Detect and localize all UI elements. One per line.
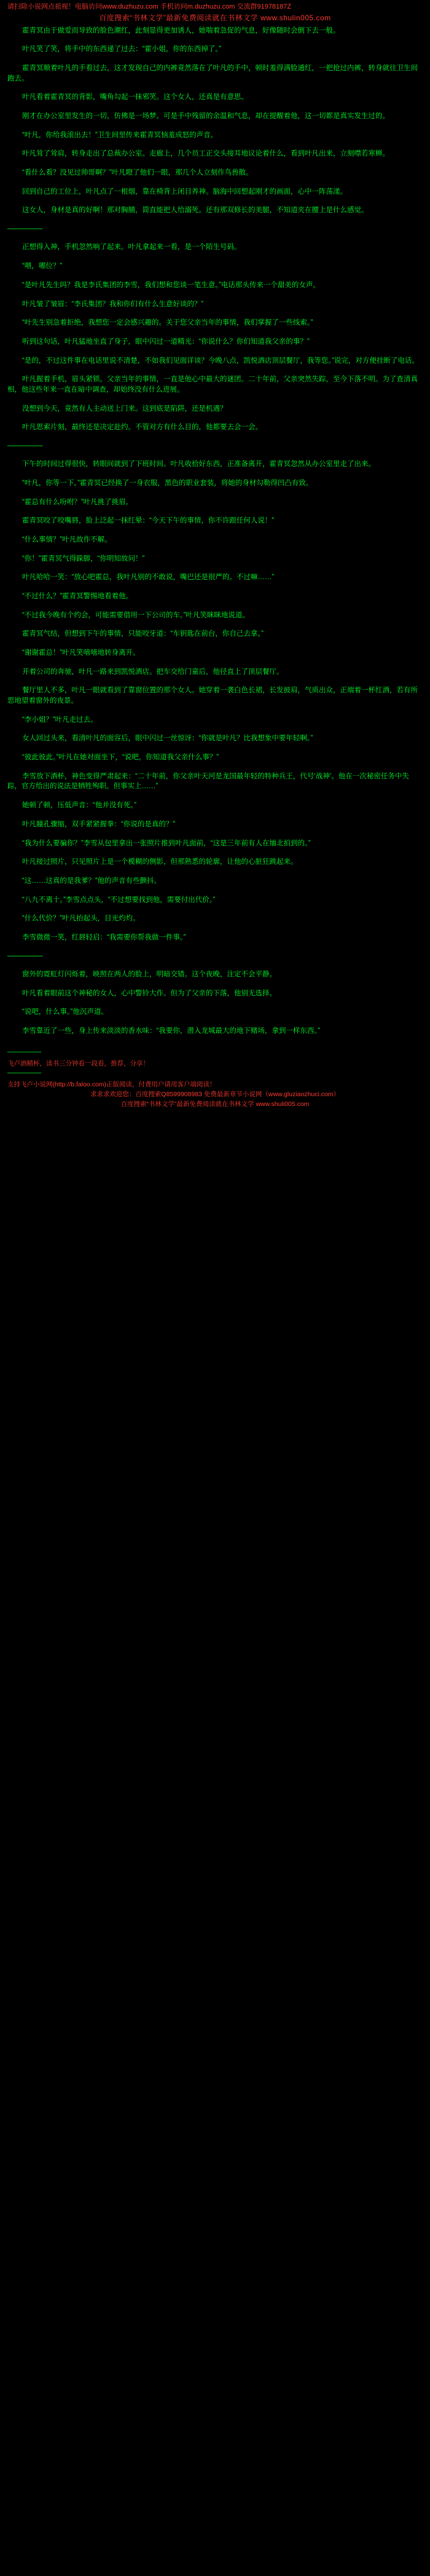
paragraph: 叶凡接过照片，只见照片上是一个模糊的侧影，但那熟悉的轮廓，让他的心脏狂跳起来。: [22, 858, 298, 866]
paragraph: “不过我今晚有个约会，可能需要借用一下公司的车。”叶凡笑眯眯地说道。: [22, 611, 249, 619]
paragraph: 霍青冥顺着叶凡的手看过去，这才发现自己的内裤竟然落在了叶凡的手中，顿时羞得满脸通红，一把抢过内裤，转身就往卫生间跑去。: [7, 64, 418, 82]
footer-separator-bottom: —————: [7, 1069, 41, 1077]
paragraph: “八九不离十。”李雪点点头，“不过想要找到他，需要付出代价。”: [22, 896, 216, 904]
paragraph: “这……这真的是我爹？”他的声音有些颤抖。: [22, 877, 162, 885]
paragraph: “说吧，什么事。”他沉声道。: [22, 1008, 108, 1016]
paragraph: “叶凡，你等一下。”霍青冥已经换了一身衣服，黑色的职业套装，将她的身材勾勒得凹凸有致。: [22, 480, 313, 488]
paragraph: “什么事情？”叶凡故作不解。: [22, 536, 112, 544]
site-header: 百度搜索“书林文学”最新免费阅读就在书林文学 www.shulin005.com: [99, 14, 331, 23]
paragraph: 叶凡看着霍青冥的背影，嘴角勾起一抹邪笑。这个女人，还真是有意思。: [22, 93, 248, 101]
paragraph: 下午的时间过得很快，转眼间就到了下班时间。叶凡收拾好东西，正准备离开，霍青冥忽然从办公室里走了出来。: [22, 460, 375, 468]
footer-separator-top: —————: [7, 1048, 41, 1056]
paragraph: 叶凡笑了笑，将手中的东西递了过去：“霍小姐，你的东西掉了。”: [22, 45, 221, 53]
paragraph: “是叶凡先生吗？我是李氏集团的李雪，我们想和您谈一笔生意。”电话那头传来一个甜美的女声。: [22, 281, 320, 289]
paragraph: 开着公司的奔驰，叶凡一路来到凯悦酒店。把车交给门童后，他径直上了顶层餐厅。: [22, 668, 284, 676]
paragraph: “是的，不过这件事在电话里说不清楚，不如我们见面详谈？今晚八点，凯悦酒店顶层餐厅，我等您。”说完，对方便挂断了电话。: [22, 357, 419, 365]
page-footer: [7, 1048, 423, 1110]
paragraph: “彼此彼此。”叶凡在她对面坐下，“说吧，你知道我父亲什么事？”: [22, 754, 219, 762]
paragraph: 叶凡握着手机，眉头紧锁。父亲当年的事情，一直是他心中最大的谜团。二十年前，父亲突然失踪，至今下落不明。为了查清真相，他这些年来一直在暗中调查，却始终没有什么进展。: [7, 376, 418, 393]
paragraph: 没想到今天，竟然有人主动送上门来。这到底是陷阱，还是机遇？: [22, 405, 227, 413]
footer-promo: 飞卢酒精杯，读书三分钟看一段看，推荐，分享！: [7, 1059, 149, 1067]
faloo-support-line[interactable]: 支持飞卢小说网(http://b.faloo.com)正版阅读，付费用户请用客户端阅读！: [7, 1081, 216, 1089]
paragraph: 她顿了顿，压低声音：“他并没有死。”: [22, 802, 136, 810]
paragraph: “什么代价？”叶凡抬起头，目光灼灼。: [22, 915, 140, 923]
paragraph: “叶凡，你给我滚出去！”卫生间里传来霍青冥恼羞成怒的声音。: [22, 131, 218, 139]
paragraph: 叶凡皱了皱眉：“李氏集团？我和你们有什么生意好谈的？”: [22, 300, 204, 308]
paragraph: 霍青冥气结，但想到下午的事情，只能咬牙道：“车钥匙在前台，你自己去拿。”: [22, 630, 264, 638]
paragraph: “叶先生别急着拒绝，我想您一定会感兴趣的。关于您父亲当年的事情，我们掌握了一些线索。”: [22, 319, 313, 327]
paragraph: 叶凡耸了耸肩，转身走出了总裁办公室。走廊上，几个员工正交头接耳地议论着什么，看到叶凡出来，立刻噤若寒蝉。: [22, 150, 389, 158]
paragraph: 霍青冥咬了咬嘴唇，脸上泛起一抹红晕：“今天下午的事情，你不许跟任何人说！”: [22, 517, 275, 525]
paragraph: 叶凡哈哈一笑：“放心吧霍总，我叶凡别的不敢说，嘴巴还是很严的。不过嘛……”: [22, 574, 275, 582]
paragraph: 叶凡看着眼前这个神秘的女人，心中警铃大作。但为了父亲的下落，他别无选择。: [22, 989, 276, 997]
paragraph: 听到这句话，叶凡猛地坐直了身子，眼中闪过一道精光：“你说什么？你们知道我父亲的事？”: [22, 338, 310, 346]
site-notice: 请扫除小说网点祖视！电脑访问www.duzhuzu.com 手机访问m.duzhuzu.com 交流群91978187Z: [7, 3, 292, 10]
paragraph: “谢谢霍总！”叶凡笑嘻嘻地转身离开。: [22, 649, 140, 657]
paragraph-separator: —————: [7, 224, 43, 232]
paragraph: “看什么看？没见过帅哥啊？”叶凡瞪了他们一眼，那几个人立刻作鸟兽散。: [22, 168, 253, 176]
paragraph-separator: —————: [7, 952, 43, 960]
paragraph: 女人回过头来，看清叶凡的面容后，眼中闪过一丝惊讶：“你就是叶凡？比我想象中要年轻啊。”: [22, 735, 313, 743]
paragraph: “我为什么要骗你？”李雪从包里拿出一张照片推到叶凡面前，“这是三年前有人在缅北拍到的。”: [22, 839, 311, 847]
paragraph: 李雪微微一笑，红唇轻启：“我需要你帮我做一件事。”: [22, 933, 186, 941]
footer-site-line: 百度搜索“书林文学”最新免费阅读就在书林文学 www.shuli005.com: [120, 1100, 310, 1108]
paragraph-separator: —————: [7, 441, 43, 449]
paragraph: 这女人，身材是真的好啊！那对胸脯，简直能把人给溺死。还有那双修长的美腿，不知道夹在腰上是什么感觉。: [22, 207, 369, 215]
paragraph: 刚才在办公室里发生的一切，仿佛是一场梦。可是手中残留的余温和气息，却在提醒着他，这一切都是真实发生过的。: [22, 112, 389, 120]
paragraph: 正想得入神，手机忽然响了起来。叶凡拿起来一看，是一个陌生号码。: [22, 243, 241, 251]
paragraph: 餐厅里人不多，叶凡一眼就看到了靠窗位置的那个女人。她穿着一袭白色长裙，长发披肩，气质出众，正端着一杯红酒，若有所思地望着窗外的夜景。: [7, 687, 418, 705]
paragraph: 李雪靠近了一些，身上传来淡淡的香水味：“我要你，潜入龙城最大的地下赌场，拿到一样东西。”: [22, 1027, 320, 1035]
chapter-body: [7, 26, 423, 1037]
paragraph: 霍青冥由于做爱而导致的脸色潮红，此刻显得更加诱人，她喘着急促的气息，好像随时会倒下去一般。: [22, 26, 340, 34]
paragraph: 回到自己的工位上，叶凡点了一根烟，靠在椅背上闭目养神。脑海中回想起刚才的画面，心中一阵荡漾。: [22, 188, 347, 196]
paragraph: 叶凡思索片刻，最终还是决定赴约。不管对方有什么目的，他都要去会一会。: [22, 424, 262, 432]
paragraph: “不过什么？”霍青冥警惕地看着他。: [22, 593, 133, 601]
paragraph: 窗外的霓虹灯闪烁着，映照在两人的脸上，明暗交错。这个夜晚，注定不会平静。: [22, 971, 276, 979]
paragraph: 李雪放下酒杯，神色变得严肃起来：“二十年前，你父亲叶天河是龙国最年轻的特种兵王，代号‘战神’。他在一次秘密任务中失踪，官方给出的说法是牺牲殉职。但事实上……”: [7, 772, 409, 791]
paragraph: “霍总有什么吩咐？”叶凡挑了挑眉。: [22, 498, 133, 506]
footer-source-line: 求求求欢迎您：百度搜索Q8599908983 免费最新章节小说网（www.gluziaozhuci.com）: [90, 1090, 340, 1098]
paragraph: 叶凡瞳孔骤缩，双手紧紧握拳：“你说的是真的？”: [22, 820, 176, 828]
paragraph: “李小姐？”叶凡走过去。: [22, 716, 98, 724]
paragraph: “你！”霍青冥气得跺脚，“你明知故问！”: [22, 555, 145, 563]
paragraph: “喂，哪位？”: [22, 263, 63, 271]
